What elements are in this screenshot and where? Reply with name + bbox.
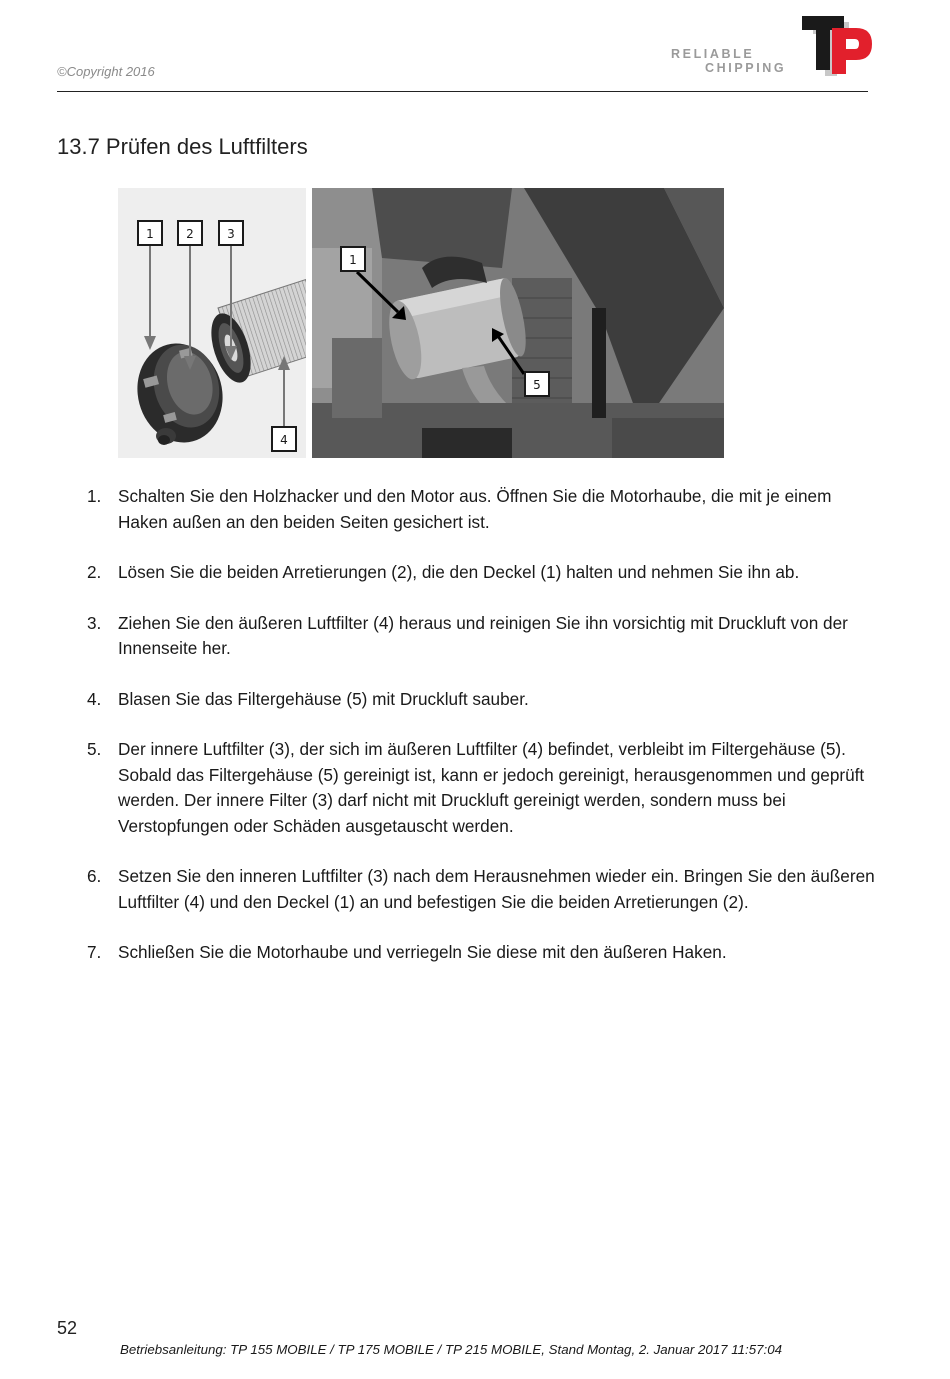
step-text: Setzen Sie den inneren Luftfilter (3) nach dem Herausnehmen wieder ein. Bringen Sie den äußeren Luftfilter (4) und den Deckel (1) an und befestigen Sie die beiden Arretierungen (2).	[118, 866, 875, 912]
step-text: Ziehen Sie den äußeren Luftfilter (4) heraus und reinigen Sie ihn vorsichtig mit Druckluft von der Innenseite her.	[118, 612, 848, 658]
svg-text:1: 1	[146, 227, 154, 241]
step-number: 1.	[87, 486, 102, 506]
step-item	[87, 737, 882, 839]
engine-compartment-illustration	[312, 188, 724, 458]
svg-text:2: 2	[186, 227, 194, 241]
step-text: Schalten Sie den Holzhacker und den Motor aus. Öffnen Sie die Motorhaube, die mit je einem Haken außen an den beiden Seiten gesichert ist.	[118, 486, 832, 532]
step-number: 3.	[87, 612, 102, 633]
step-text: Der innere Luftfilter (3), der sich im äußeren Luftfilter (4) befindet, verbleibt im Filtergehäuse (5). Sobald das Filtergehäuse (5) gereinigt ist, kann er jedoch gereinigt, herausgenommen und geprüft werden. Der innere Filter (3) darf nicht mit Druckluft gereinigt werden, sondern muss bei Verstopfungen oder Schäden ausgetauscht werden.	[118, 739, 865, 836]
footer-document-info: Betriebsanleitung: TP 155 MOBILE / TP 175 MOBILE / TP 215 MOBILE, Stand Montag, 2. Januar 2017 11:57:04	[120, 1342, 783, 1357]
svg-text:3: 3	[227, 227, 235, 241]
section-title: 13.7 Prüfen des Luftfilters	[57, 134, 308, 159]
step-number: 7.	[87, 942, 102, 962]
callout-left-3	[219, 221, 243, 245]
step-item	[87, 687, 882, 713]
step-number: 5.	[87, 739, 102, 759]
step-number: 2.	[87, 562, 102, 582]
step-text: Lösen Sie die beiden Arretierungen (2), die den Deckel (1) halten und nehmen Sie ihn ab.	[118, 562, 800, 582]
svg-text:1: 1	[349, 253, 357, 267]
step-item	[87, 560, 882, 586]
step-text: Schließen Sie die Motorhaube und verriegeln Sie diese mit den äußeren Haken.	[118, 942, 727, 962]
copyright-notice: ©Copyright 2016	[57, 64, 155, 79]
tagline-line-1: RELIABLE	[671, 47, 755, 61]
callout-right-5	[525, 372, 549, 396]
step-number: 6.	[87, 866, 102, 886]
filter-parts-illustration	[118, 188, 306, 458]
step-item	[87, 940, 882, 966]
brand-tagline	[671, 47, 786, 75]
callout-left-2	[178, 221, 202, 245]
callout-left-4	[272, 427, 296, 451]
step-number: 4.	[87, 688, 102, 709]
page-number: 52	[57, 1318, 78, 1338]
svg-text:5: 5	[533, 378, 541, 392]
step-text: Blasen Sie das Filtergehäuse (5) mit Druckluft sauber.	[118, 688, 529, 709]
step-item	[87, 484, 882, 535]
header-divider	[57, 91, 868, 92]
instruction-steps	[87, 484, 882, 991]
step-item	[87, 611, 882, 662]
tagline-line-2: CHIPPING	[705, 61, 787, 75]
callout-right-1	[341, 247, 365, 271]
step-item	[87, 864, 882, 915]
callout-left-1	[138, 221, 162, 245]
tp-logo	[800, 14, 874, 76]
svg-text:4: 4	[280, 433, 288, 447]
